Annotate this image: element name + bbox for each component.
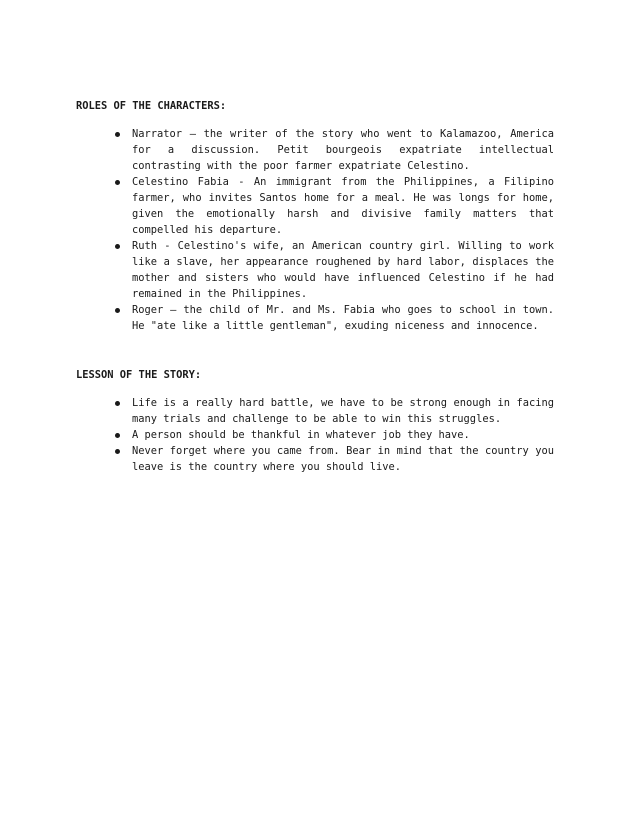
lesson-text: Life is a really hard battle, we have to be strong enough in facing many trials and challenge to be able to win this struggles. xyxy=(132,397,554,425)
bullet-icon xyxy=(115,433,120,438)
roles-heading: ROLES OF THE CHARACTERS: xyxy=(76,100,227,112)
bullet-icon xyxy=(115,449,120,454)
bullet-icon xyxy=(115,308,120,313)
lesson-heading: LESSON OF THE STORY: xyxy=(76,369,202,381)
bullet-icon xyxy=(115,401,120,406)
role-item-narrator xyxy=(76,126,554,174)
role-text: Ruth - Celestino's wife, an American country girl. Willing to work like a slave, her appearance roughened by hard labor, displaces the mother and sisters who would have influenced Celestino if he had remained in the Philippines. xyxy=(132,240,554,300)
lesson-list xyxy=(76,395,576,475)
roles-section xyxy=(76,98,576,334)
role-text: Narrator – the writer of the story who went to Kalamazoo, America for a discussion. Petit bourgeois expatriate intellectual contrasting with the poor farmer expatriate Celestino. xyxy=(132,128,554,172)
lesson-text: Never forget where you came from. Bear in mind that the country you leave is the country where you should live. xyxy=(132,445,554,473)
roles-list xyxy=(76,126,576,334)
role-item-roger xyxy=(76,302,554,334)
bullet-icon xyxy=(115,244,120,249)
bullet-icon xyxy=(115,180,120,185)
lesson-item xyxy=(76,395,554,427)
lesson-item xyxy=(76,427,554,443)
role-text: Roger – the child of Mr. and Ms. Fabia who goes to school in town. He "ate like a little gentleman", exuding niceness and innocence. xyxy=(132,304,554,332)
role-item-celestino xyxy=(76,174,554,238)
lesson-section xyxy=(76,367,576,475)
role-text: Celestino Fabia - An immigrant from the Philippines, a Filipino farmer, who invites Santos home for a meal. He was longs for home, given the emotionally harsh and divisive family matters that compelled his departure. xyxy=(132,176,554,236)
bullet-icon xyxy=(115,132,120,137)
lesson-item xyxy=(76,443,554,475)
lesson-text: A person should be thankful in whatever job they have. xyxy=(132,429,470,441)
role-item-ruth xyxy=(76,238,554,302)
